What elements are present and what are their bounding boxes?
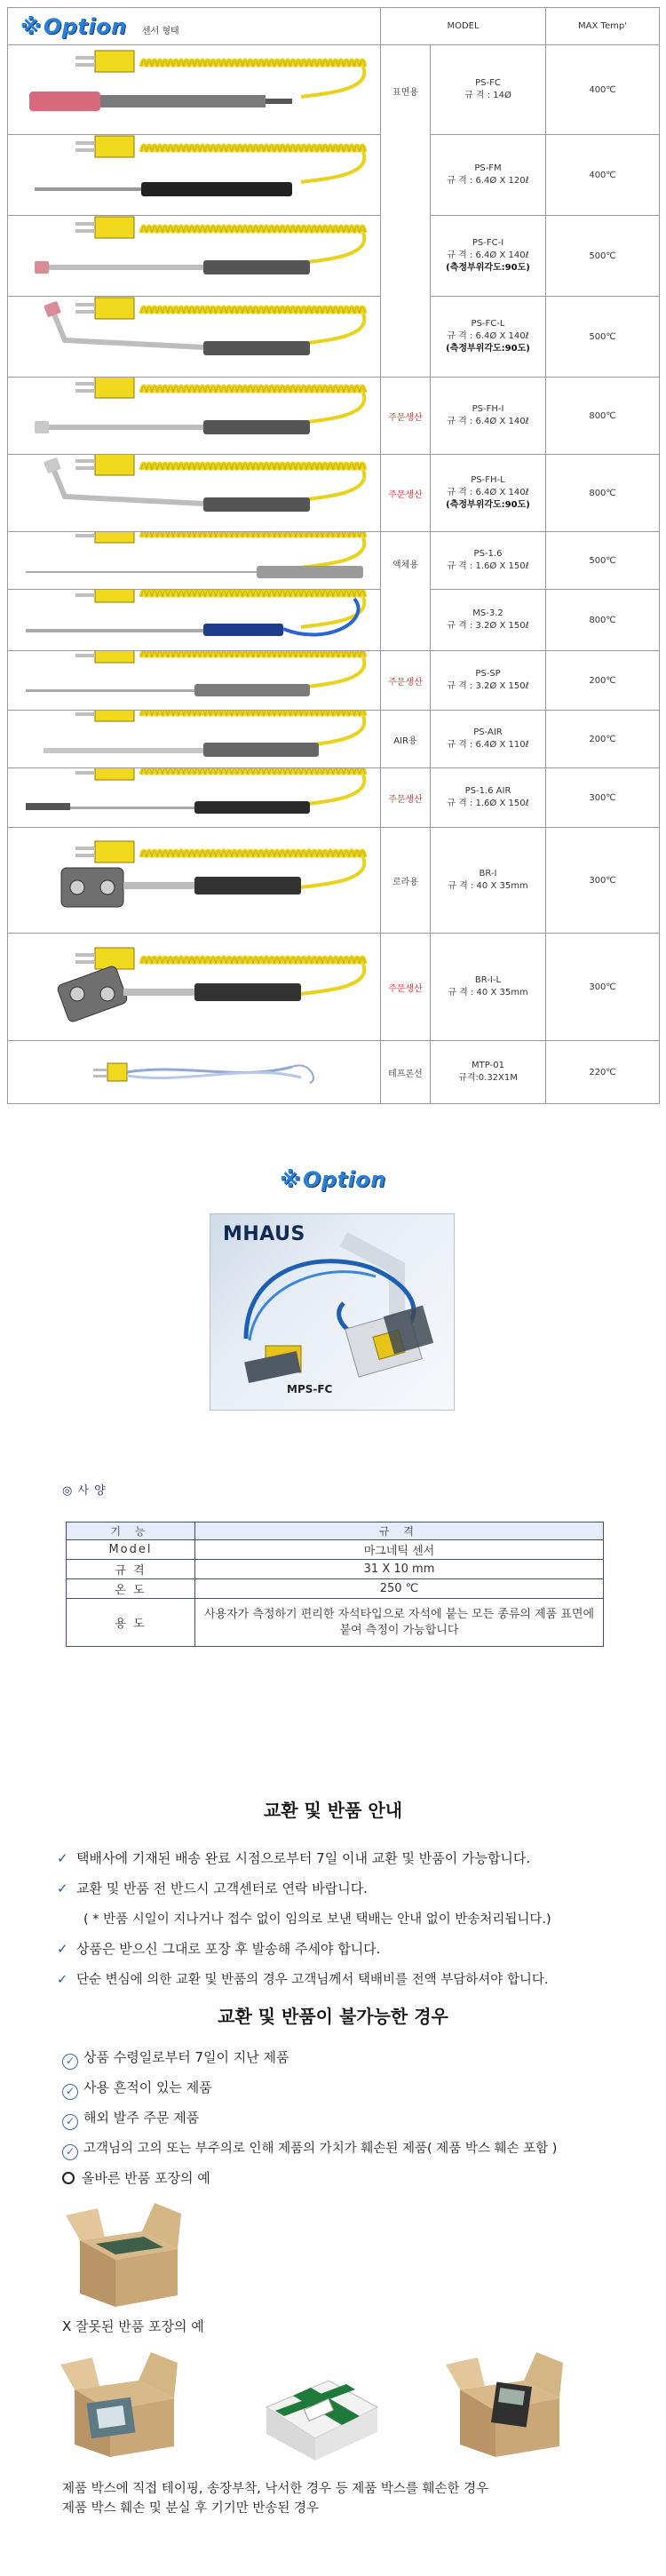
sensor-image-cell	[8, 828, 381, 934]
sensor-type	[381, 1041, 431, 1104]
probe-image	[8, 828, 381, 933]
spec-row	[67, 1599, 604, 1647]
spec-row	[67, 1540, 604, 1560]
not-allowed-item: ✓ 상품 수령일로부터 7일이 지난 제품	[62, 2047, 289, 2070]
not-allowed-title: 교환 및 반품이 불가능한 경우	[218, 2006, 448, 2027]
max-temp: 400℃	[546, 45, 660, 135]
option-logo: ※Option	[20, 13, 127, 39]
sensor-type-label: 주문생산	[388, 489, 423, 500]
max-temp: 200℃	[546, 711, 660, 768]
option-row	[8, 455, 660, 532]
sensor-type	[381, 711, 431, 768]
sensor-type-label: 주문생산	[388, 677, 423, 688]
spec-value: 31 X 10 mm	[195, 1560, 604, 1579]
sensor-type	[381, 768, 431, 828]
model-spec: 규 격 : 3.2Ø X 150ℓ	[447, 681, 529, 691]
model-name: PS-1.6	[473, 549, 503, 559]
model-spec: 규 격 : 1.6Ø X 150ℓ	[447, 799, 529, 808]
sensor-image-cell	[8, 216, 381, 297]
sensor-image-cell	[8, 297, 381, 378]
spec-header	[67, 1523, 604, 1540]
mps-label: MPS-FC	[287, 1383, 333, 1395]
spec-value: 사용자가 측정하기 편리한 자석타입으로 자석에 붙는 모든 종류의 제품 표면에 붙여 측정이 가능합니다	[195, 1599, 604, 1647]
bad-example-label: X 잘못된 반품 포장의 예	[62, 2318, 204, 2334]
check-circle-icon: ✓	[62, 2054, 78, 2070]
sensor-image-cell	[8, 934, 381, 1041]
mhaus-brand: MHAUS	[223, 1223, 305, 1245]
max-temp: 300℃	[546, 768, 660, 828]
model-spec: 규 격 : 6.4Ø X 140ℓ	[447, 331, 529, 341]
sensor-type	[381, 45, 431, 378]
exchange-title: 교환 및 반품 안내	[263, 1800, 403, 1821]
check-icon: ✓	[57, 1973, 68, 1987]
model-cell	[431, 378, 546, 455]
option-row	[8, 135, 660, 216]
max-temp: 500℃	[546, 297, 660, 378]
sensor-type-label: 주문생산	[388, 412, 423, 423]
header-sensor: 센서 형태	[141, 26, 179, 36]
spec-key: 용 도	[67, 1599, 195, 1647]
model-cell	[431, 1041, 546, 1104]
header-max-temp: MAX Temp'	[546, 8, 660, 45]
model-spec: 규격:0.32X1M	[458, 1073, 518, 1083]
bad-package-image-2	[258, 2354, 382, 2461]
good-package-image	[62, 2196, 186, 2311]
option-row	[8, 590, 660, 651]
model-cell	[431, 711, 546, 768]
model-spec: 규 격 : 40 X 35mm	[448, 881, 528, 891]
model-spec: 규 격 : 6.4Ø X 140ℓ	[447, 417, 529, 426]
option-row	[8, 768, 660, 828]
exchange-note: ( * 반품 시일이 지나거나 접수 없이 임의로 보낸 택배는 안내 없이 반송처리됩니다.)	[83, 1912, 551, 1927]
model-cell	[431, 135, 546, 216]
option-table	[7, 7, 660, 1104]
mhaus-product-image	[210, 1213, 455, 1411]
circle-icon	[62, 2172, 75, 2184]
model-spec: 규 격 : 3.2Ø X 150ℓ	[447, 621, 529, 631]
bad-caption-1: 제품 박스에 직접 테이핑, 송장부착, 낙서한 경우 등 제품 박스를 훼손한 경우	[62, 2482, 489, 2496]
option-row	[8, 934, 660, 1041]
model-cell	[431, 455, 546, 532]
option-row	[8, 828, 660, 934]
model-cell	[431, 590, 546, 651]
not-allowed-item: ✓ 고객님의 고의 또는 부주의로 인해 제품의 가치가 훼손된 제품( 제품 박스 훼손 포함 )	[62, 2138, 557, 2160]
not-allowed-item: ✓ 해외 발주 주문 제품	[62, 2108, 199, 2130]
sensor-image-cell	[8, 45, 381, 135]
spec-key: Model	[67, 1540, 195, 1560]
max-temp: 400℃	[546, 135, 660, 216]
sensor-type-label: 주문생산	[388, 794, 423, 805]
sensor-type	[381, 828, 431, 934]
model-name: PS-FC	[475, 78, 501, 88]
sensor-type-label: 액체용	[392, 561, 418, 570]
model-cell	[431, 934, 546, 1041]
sensor-type-label: 로라용	[392, 877, 418, 887]
model-spec: 규 격 : 6.4Ø X 140ℓ	[447, 250, 529, 260]
check-circle-icon: ✓	[62, 2084, 78, 2100]
probe-image	[8, 934, 381, 1040]
model-cell	[431, 828, 546, 934]
model-name: PS-FC-L	[471, 319, 505, 329]
spec-header-val: 규 격	[195, 1523, 604, 1540]
model-name: PS-FH-L	[471, 475, 505, 485]
model-note: (측정부위각도:90도)	[446, 500, 530, 510]
bad-package-image-1	[59, 2345, 183, 2461]
sensor-image-cell	[8, 1041, 381, 1104]
option-row	[8, 651, 660, 711]
not-allowed-item: ✓ 사용 흔적이 있는 제품	[62, 2078, 212, 2100]
sensor-image-cell	[8, 590, 381, 651]
max-temp: 800℃	[546, 455, 660, 532]
sensor-type	[381, 378, 431, 455]
spec-key: 온 도	[67, 1579, 195, 1599]
model-cell	[431, 768, 546, 828]
exchange-item: ✓ 상품은 받으신 그대로 포장 후 발송해 주세야 합니다.	[57, 1941, 381, 1957]
option-row	[8, 216, 660, 297]
option-row	[8, 297, 660, 378]
sensor-type-label: 주문생산	[388, 983, 423, 994]
sensor-type-label: 테프론선	[388, 1069, 423, 1079]
sensor-type-label: AIR용	[393, 735, 417, 746]
header-sensor-cell	[8, 8, 381, 45]
model-spec: 규 격 : 40 X 35mm	[448, 988, 528, 998]
spec-table	[66, 1522, 604, 1647]
model-spec: 규 격 : 14Ø	[464, 91, 511, 100]
model-spec: 규 격 : 6.4Ø X 120ℓ	[447, 176, 529, 186]
model-name: PS-1.6 AIR	[464, 786, 511, 796]
probe-image	[8, 135, 381, 215]
probe-image	[8, 768, 381, 827]
bad-package-image-3	[444, 2345, 568, 2461]
spec-value: 250 ℃	[195, 1579, 604, 1599]
probe-image	[8, 532, 381, 589]
probe-image	[8, 1041, 381, 1103]
max-temp: 200℃	[546, 651, 660, 711]
option-table-header	[8, 8, 660, 45]
sensor-image-cell	[8, 532, 381, 590]
option2-logo: ※Option	[280, 1167, 386, 1192]
max-temp: 300℃	[546, 828, 660, 934]
spec-header-key: 기 능	[67, 1523, 195, 1540]
sensor-type	[381, 455, 431, 532]
probe-image	[8, 711, 381, 767]
probe-image	[8, 297, 381, 377]
option-row	[8, 532, 660, 590]
spec-key: 규 격	[67, 1560, 195, 1579]
model-name: PS-FH-I	[472, 404, 504, 414]
header-model: MODEL	[381, 8, 546, 45]
model-spec: 규 격 : 6.4Ø X 140ℓ	[447, 488, 529, 497]
model-name: MTP-01	[472, 1061, 504, 1070]
model-name: PS-AIR	[473, 727, 503, 737]
option-row	[8, 711, 660, 768]
sensor-image-cell	[8, 651, 381, 711]
spec-row	[67, 1560, 604, 1579]
model-spec: 규 격 : 1.6Ø X 150ℓ	[447, 561, 529, 571]
max-temp: 800℃	[546, 590, 660, 651]
good-example-label: 올바른 반품 포장의 예	[62, 2168, 210, 2187]
spec-row	[67, 1579, 604, 1599]
model-cell	[431, 651, 546, 711]
bad-caption-2: 제품 박스 훼손 및 분실 후 기기만 반송된 경우	[62, 2501, 319, 2516]
max-temp: 800℃	[546, 378, 660, 455]
probe-image	[8, 651, 381, 710]
sensor-type-label: 표면용	[392, 88, 418, 98]
model-name: MS-3.2	[472, 608, 503, 618]
probe-image	[8, 216, 381, 296]
sensor-image-cell	[8, 768, 381, 828]
check-circle-icon: ✓	[62, 2114, 78, 2130]
sensor-type	[381, 651, 431, 711]
sensor-image-cell	[8, 711, 381, 768]
model-cell	[431, 45, 546, 135]
probe-image	[8, 378, 381, 454]
max-temp: 500℃	[546, 216, 660, 297]
check-icon: ✓	[57, 1850, 68, 1866]
model-cell	[431, 216, 546, 297]
spec-title: ◎ 사 양	[62, 1484, 107, 1498]
model-note: (측정부위각도:90도)	[446, 344, 530, 354]
option2-heading	[0, 1167, 666, 1192]
magnetic-sensor-illustration	[210, 1214, 455, 1411]
max-temp: 500℃	[546, 532, 660, 590]
model-name: PS-SP	[475, 669, 501, 679]
exchange-item: ✓ 택배사에 기재된 배송 완료 시점으로부터 7일 이내 교환 및 반품이 가능합니다.	[57, 1850, 531, 1866]
sensor-type	[381, 532, 431, 651]
exchange-item: ✓ 단순 변심에 의한 교환 및 반품의 경우 고객님께서 택배비를 전액 부담하셔야 합니다.	[57, 1973, 549, 1987]
option-row	[8, 45, 660, 135]
sensor-type	[381, 934, 431, 1041]
check-icon: ✓	[57, 1880, 68, 1896]
model-name: BR-I-L	[474, 975, 502, 985]
sensor-image-cell	[8, 378, 381, 455]
max-temp: 300℃	[546, 934, 660, 1041]
probe-image	[8, 455, 381, 531]
model-spec: 규 격 : 6.4Ø X 110ℓ	[447, 740, 529, 750]
max-temp: 220℃	[546, 1041, 660, 1104]
probe-image	[8, 590, 381, 650]
sensor-image-cell	[8, 455, 381, 532]
check-circle-icon: ✓	[62, 2144, 78, 2160]
model-note: (측정부위각도:90도)	[446, 263, 530, 273]
check-icon: ✓	[57, 1941, 68, 1957]
sensor-image-cell	[8, 135, 381, 216]
spec-value: 마그네틱 센서	[195, 1540, 604, 1560]
model-name: PS-FC-I	[472, 238, 504, 248]
model-cell	[431, 297, 546, 378]
exchange-item: ✓ 교환 및 반품 전 반드시 고객센터로 연락 바랍니다.	[57, 1880, 368, 1896]
model-name: PS-FM	[474, 163, 502, 173]
option-row	[8, 1041, 660, 1104]
model-name: BR-I	[479, 869, 497, 879]
option-row	[8, 378, 660, 455]
probe-image	[8, 45, 381, 134]
model-cell	[431, 532, 546, 590]
